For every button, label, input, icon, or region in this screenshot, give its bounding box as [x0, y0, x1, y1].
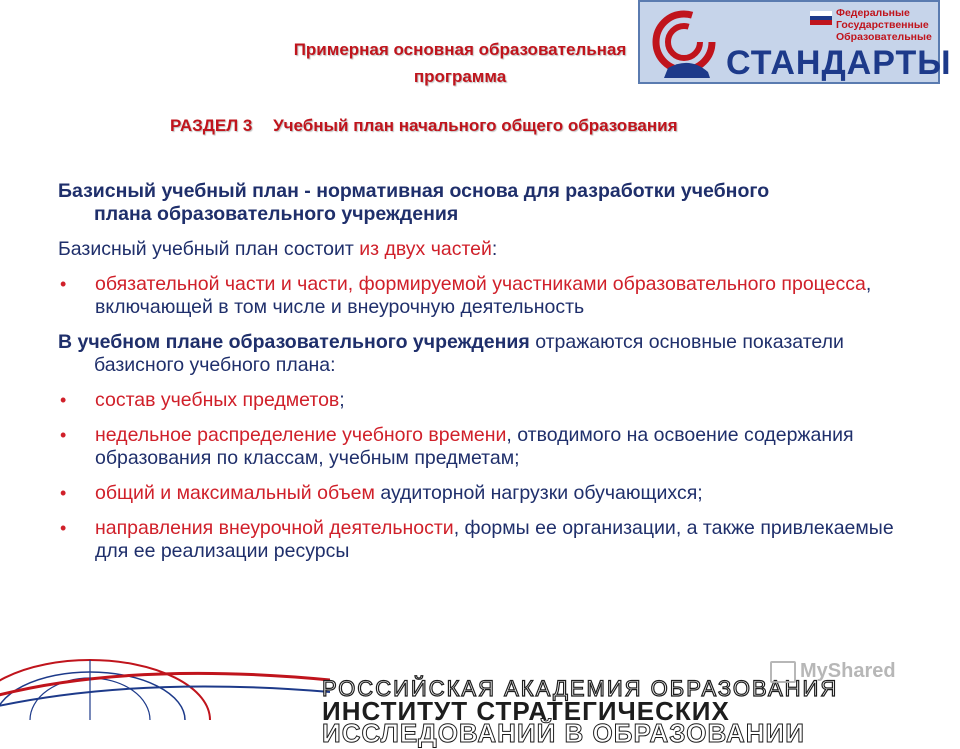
composition-paragraph [58, 238, 898, 261]
list-item-highlight: недельное распределение учебного времени [95, 424, 507, 446]
plan-paragraph-text: отражаются основные показатели базисного учебного плана: [94, 331, 844, 376]
bullet-icon: • [60, 390, 67, 410]
bullet-icon: • [60, 483, 67, 503]
list-item-highlight: направления внеурочной деятельности [95, 517, 454, 539]
plan-paragraph-bold: В учебном плане образовательного учреждения [58, 331, 530, 353]
list-item [58, 389, 898, 412]
program-title-line2: программа [413, 67, 507, 86]
list-item-text: , включающей в том числе и внеурочную деятельность [95, 273, 872, 318]
program-title-line1: Примерная основная образовательная [293, 40, 627, 59]
definition-line1: Базисный учебный план - нормативная основа для разработки учебного [58, 180, 770, 202]
academy-name: РОССИЙСКАЯ АКАДЕМИЯ ОБРАЗОВАНИЯ [322, 676, 839, 701]
logo-caption [836, 7, 936, 43]
parts-list [58, 273, 898, 319]
definition-line2: плана образовательного учреждения [94, 203, 459, 225]
definition-paragraph [58, 180, 898, 226]
list-item-text: , отводимого на освоение содержания образования по классам, учебным предметам; [95, 424, 854, 469]
logo-caption-line2: Государственные [836, 19, 929, 31]
list-item [58, 517, 898, 563]
logo-word: СТАНДАРТЫ [726, 44, 952, 82]
section-number: РАЗДЕЛ 3 [170, 116, 253, 135]
indicators-list [58, 389, 898, 563]
list-item [58, 424, 898, 470]
institute-name-line1: ИНСТИТУТ СТРАТЕГИЧЕСКИХ [322, 696, 730, 726]
watermark-text: MyShared [800, 660, 896, 682]
list-item-highlight: общий и максимальный объем [95, 482, 375, 504]
list-item-highlight: обязательной части и части, формируемой участниками образовательного процесса [95, 273, 866, 295]
fgos-logo [638, 0, 952, 84]
bullet-icon: • [60, 274, 67, 294]
composition-colon: : [491, 238, 498, 260]
logo-caption-line1: Федеральные [836, 7, 910, 19]
institute-name-line2: ИССЛЕДОВАНИЙ В ОБРАЗОВАНИИ [322, 718, 805, 748]
watermark [770, 660, 896, 683]
watermark-icon [770, 661, 796, 683]
slide-body [58, 180, 898, 575]
composition-highlight: из двух частей [359, 238, 492, 260]
section-heading [170, 116, 810, 136]
list-item [58, 273, 898, 319]
globe-icon [0, 640, 330, 720]
fgos-emblem-icon [650, 6, 720, 82]
bullet-icon: • [60, 518, 67, 538]
russian-flag-icon [810, 11, 832, 25]
list-item-text: , формы ее организации, а также привлекаемые для ее реализации ресурсы [95, 517, 894, 562]
composition-text: Базисный учебный план состоит [58, 238, 360, 260]
list-item-text: аудиторной нагрузки обучающихся; [374, 482, 703, 504]
section-title: Учебный план начального общего образования [273, 116, 678, 135]
list-item-text: ; [339, 389, 345, 411]
bullet-icon: • [60, 425, 67, 445]
list-item [58, 482, 898, 505]
plan-paragraph [58, 331, 898, 377]
logo-caption-line3: Образовательные [836, 31, 932, 43]
list-item-highlight: состав учебных предметов [95, 389, 340, 411]
